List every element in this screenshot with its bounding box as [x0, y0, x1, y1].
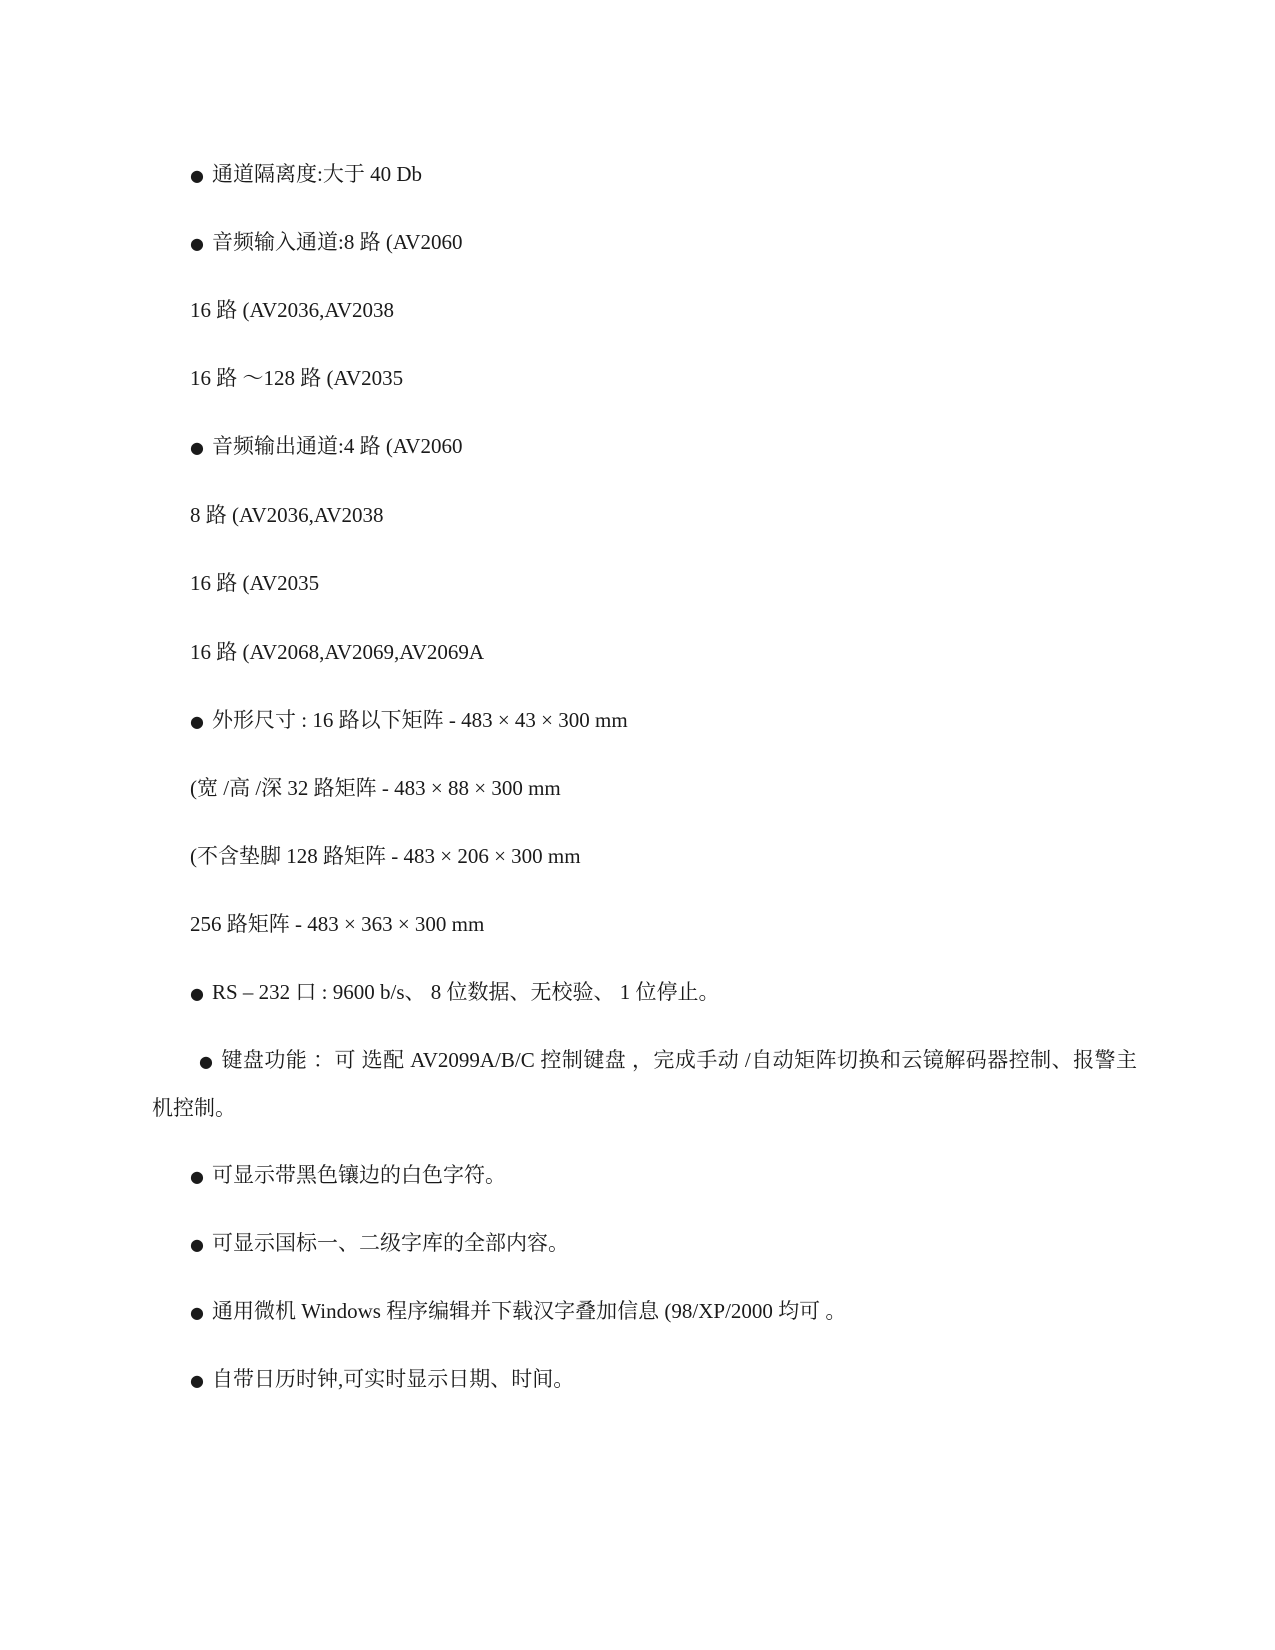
spec-dimensions-line-3 [190, 844, 581, 868]
spec-dimensions-line-2 [190, 776, 561, 800]
line-text: 8 路 (AV2036,AV2038 [190, 503, 384, 527]
spec-font-library [190, 1231, 569, 1257]
bullet-icon: ● [190, 1167, 204, 1186]
spec-char-display [190, 1163, 506, 1189]
line-text: (不含垫脚 128 路矩阵 - 483 × 206 × 300 mm [190, 844, 581, 868]
spec-dimensions [190, 708, 628, 734]
bullet-icon: ● [190, 984, 204, 1003]
bullet-icon: ● [199, 1052, 213, 1071]
spec-dimensions-line-4 [190, 912, 484, 936]
line-text: 可显示带黑色镶边的白色字符。 [212, 1163, 506, 1187]
line-text: 256 路矩阵 - 483 × 363 × 300 mm [190, 912, 485, 936]
bullet-icon: ● [190, 1303, 204, 1322]
line-text: 音频输入通道:8 路 (AV2060 [212, 230, 463, 254]
line-text: 16 路 (AV2068,AV2069,AV2069A [190, 640, 485, 664]
spec-calendar-clock [190, 1367, 574, 1393]
spec-audio-output [190, 434, 462, 460]
bullet-icon: ● [190, 438, 204, 457]
line-text: (宽 /高 /深 32 路矩阵 - 483 × 88 × 300 mm [190, 776, 561, 800]
bullet-icon: ● [190, 712, 204, 731]
line-text: 通道隔离度:大于 40 Db [212, 162, 422, 186]
bullet-icon: ● [190, 1235, 204, 1254]
bullet-icon: ● [190, 1371, 204, 1390]
paragraph-text: 键盘功能 ：可 选配 AV2099A/B/C 控制键盘 ，完成手动 /自动矩阵切换和云镜解码器控制、报警主 机控制。 [152, 1048, 1137, 1120]
line-text: 可显示国标一、二级字库的全部内容。 [212, 1231, 569, 1255]
spec-audio-input-line-2 [190, 298, 394, 322]
line-text: RS – 232 口 : 9600 b/s、 8 位数据、无校验、 1 位停止。 [212, 980, 720, 1004]
bullet-icon: ● [190, 166, 204, 185]
spec-channel-isolation [190, 162, 422, 188]
line-text: 16 路 (AV2036,AV2038 [190, 298, 394, 322]
spec-audio-output-line-4 [190, 640, 484, 664]
spec-audio-input [190, 230, 462, 256]
line-text: 自带日历时钟,可实时显示日期、时间。 [212, 1367, 575, 1391]
spec-audio-input-line-3 [190, 366, 403, 390]
bullet-icon: ● [190, 234, 204, 253]
spec-windows-editing [190, 1299, 846, 1325]
line-text: 通用微机 Windows 程序编辑并下载汉字叠加信息 (98/XP/2000 均可 。 [212, 1299, 847, 1323]
spec-audio-output-line-2 [190, 503, 384, 527]
spec-audio-output-line-3 [190, 571, 319, 595]
line-text: 外形尺寸 : 16 路以下矩阵 - 483 × 43 × 300 mm [212, 708, 628, 732]
line-text: 16 路 ～128 路 (AV2035 [190, 366, 404, 390]
line-text: 音频输出通道:4 路 (AV2060 [212, 434, 463, 458]
spec-rs232 [190, 980, 720, 1006]
line-text: 16 路 (AV2035 [190, 571, 320, 595]
spec-keyboard-paragraph [152, 1037, 1137, 1131]
